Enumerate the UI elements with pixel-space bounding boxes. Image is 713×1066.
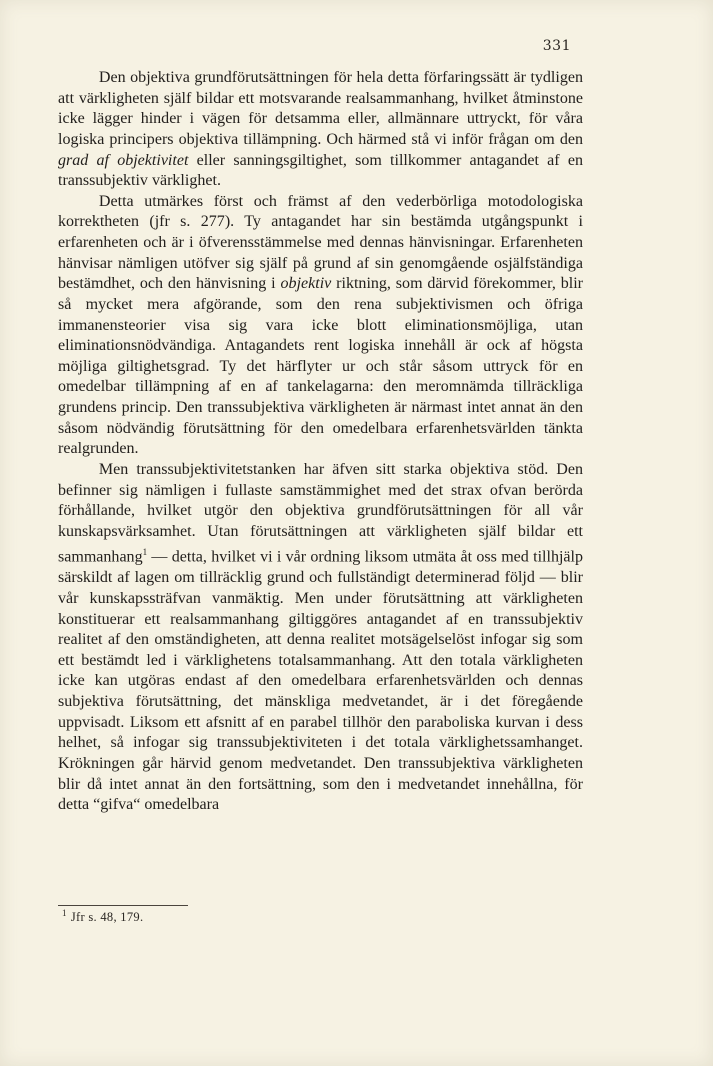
text-run: Den objektiva grundförutsättningen för hela detta förfaringssätt är tydligen att värkligheten själf bildar ett motsvarande realsammanhang, hvilket åtminstone icke lägger hinder i vägen för detsamma eller, allmännare uttryckt, för våra logiska principers objektiva tillämpning. Och härmed stå vi inför frågan om den [58,69,583,148]
footnote-divider [58,905,188,906]
page-number: 331 [542,38,571,54]
footnote-text: Jfr s. 48, 179. [70,910,144,925]
text-run: — detta, hvilket vi i vår ordning liksom utmäta åt oss med tillhjälp särskildt af lagen om tillräcklig grund och fullständigt determinerad följd — blir vår kunskapssträfvan vanmäktig. Men under förutsättning att värkligheten konstituerar ett realsammanhang giltiggöres antagandet af en transsubjektiv realitet af den omständigheten, att denna realitet motsägelselöst infogar sig som ett bestämdt led i värklighetens totalsammanhang. Att den totala värkligheten icke kan utgöras endast af den omedelbara erfarenhetsvärlden och dennas subjektiva förutsättning, det mänskliga medvetandet, är i det föregående uppvisadt. Liksom ett afsnitt af en parabel tillhör den paraboliska kurvan i dess helhet, så infogar sig transsubjektiviteten i det totala värklighetssamhanget. Krökningen går härvid genom medvetandet. Den transsubjektiva värkligheten blir då intet annat än den fortsättning, som den i medvetandet innehållna, för detta “gifva“ omedelbara [58,548,583,814]
italic-term: objektiv [280,275,332,293]
footnote-marker: 1 [62,908,67,918]
footnote [62,908,143,925]
paragraph-1 [58,68,583,192]
paragraph-2 [58,192,583,460]
italic-term: grad af objektivitet [58,151,189,169]
text-run: riktning, som därvid förekommer, blir så mycket mera afgörande, som den rena subjektivismen och öfriga immanensteorier visa sig vara icke blott eliminationsmöjliga, utan eliminationsnödvändiga. Antagandets rent logiska innehåll är ock af högsta möjliga giltighetsgrad. Ty det härflyter ur och står såsom uttryck för en omedelbar tillämpning af en af tankelagarna: den meromnämda tillräckliga grundens princip. Den transsubjektiva värkligheten är närmast intet annat än den såsom nödvändig förutsättning för den omedelbara erfarenhetsvärlden tänkta realgrunden. [58,275,583,458]
text-run: Men transsubjektivitetstanken har äfven sitt starka objektiva stöd. Den befinner sig nämligen i fullaste samstämmighet med det strax ofvan berörda förhållande, hvilket utgör den objektiva grundförutsättningen för all vår kunskapsvärksamhet. Utan förutsättningen att värkligheten själf bildar ett sammanhang [58,460,583,566]
text-run: Detta utmärkes först och främst af den vederbörliga motodologiska korrektheten (jfr s. 277). Ty antagandet har sin bestämda utgångspunkt i erfarenheten och är i öfverensstämmelse med dennas hänvisningar. Erfarenheten hänvisar nämligen utöfver sig själf på grund af sin genomgående osjälfständiga bestämdhet, och den hänvisning i [58,192,583,293]
text-run: eller sanningsgiltighet, som tillkommer antagandet af en transsubjektiv värklighet. [58,151,583,190]
paragraph-3 [58,460,583,816]
footnote-reference: 1 [142,547,148,558]
body-text [58,68,583,816]
